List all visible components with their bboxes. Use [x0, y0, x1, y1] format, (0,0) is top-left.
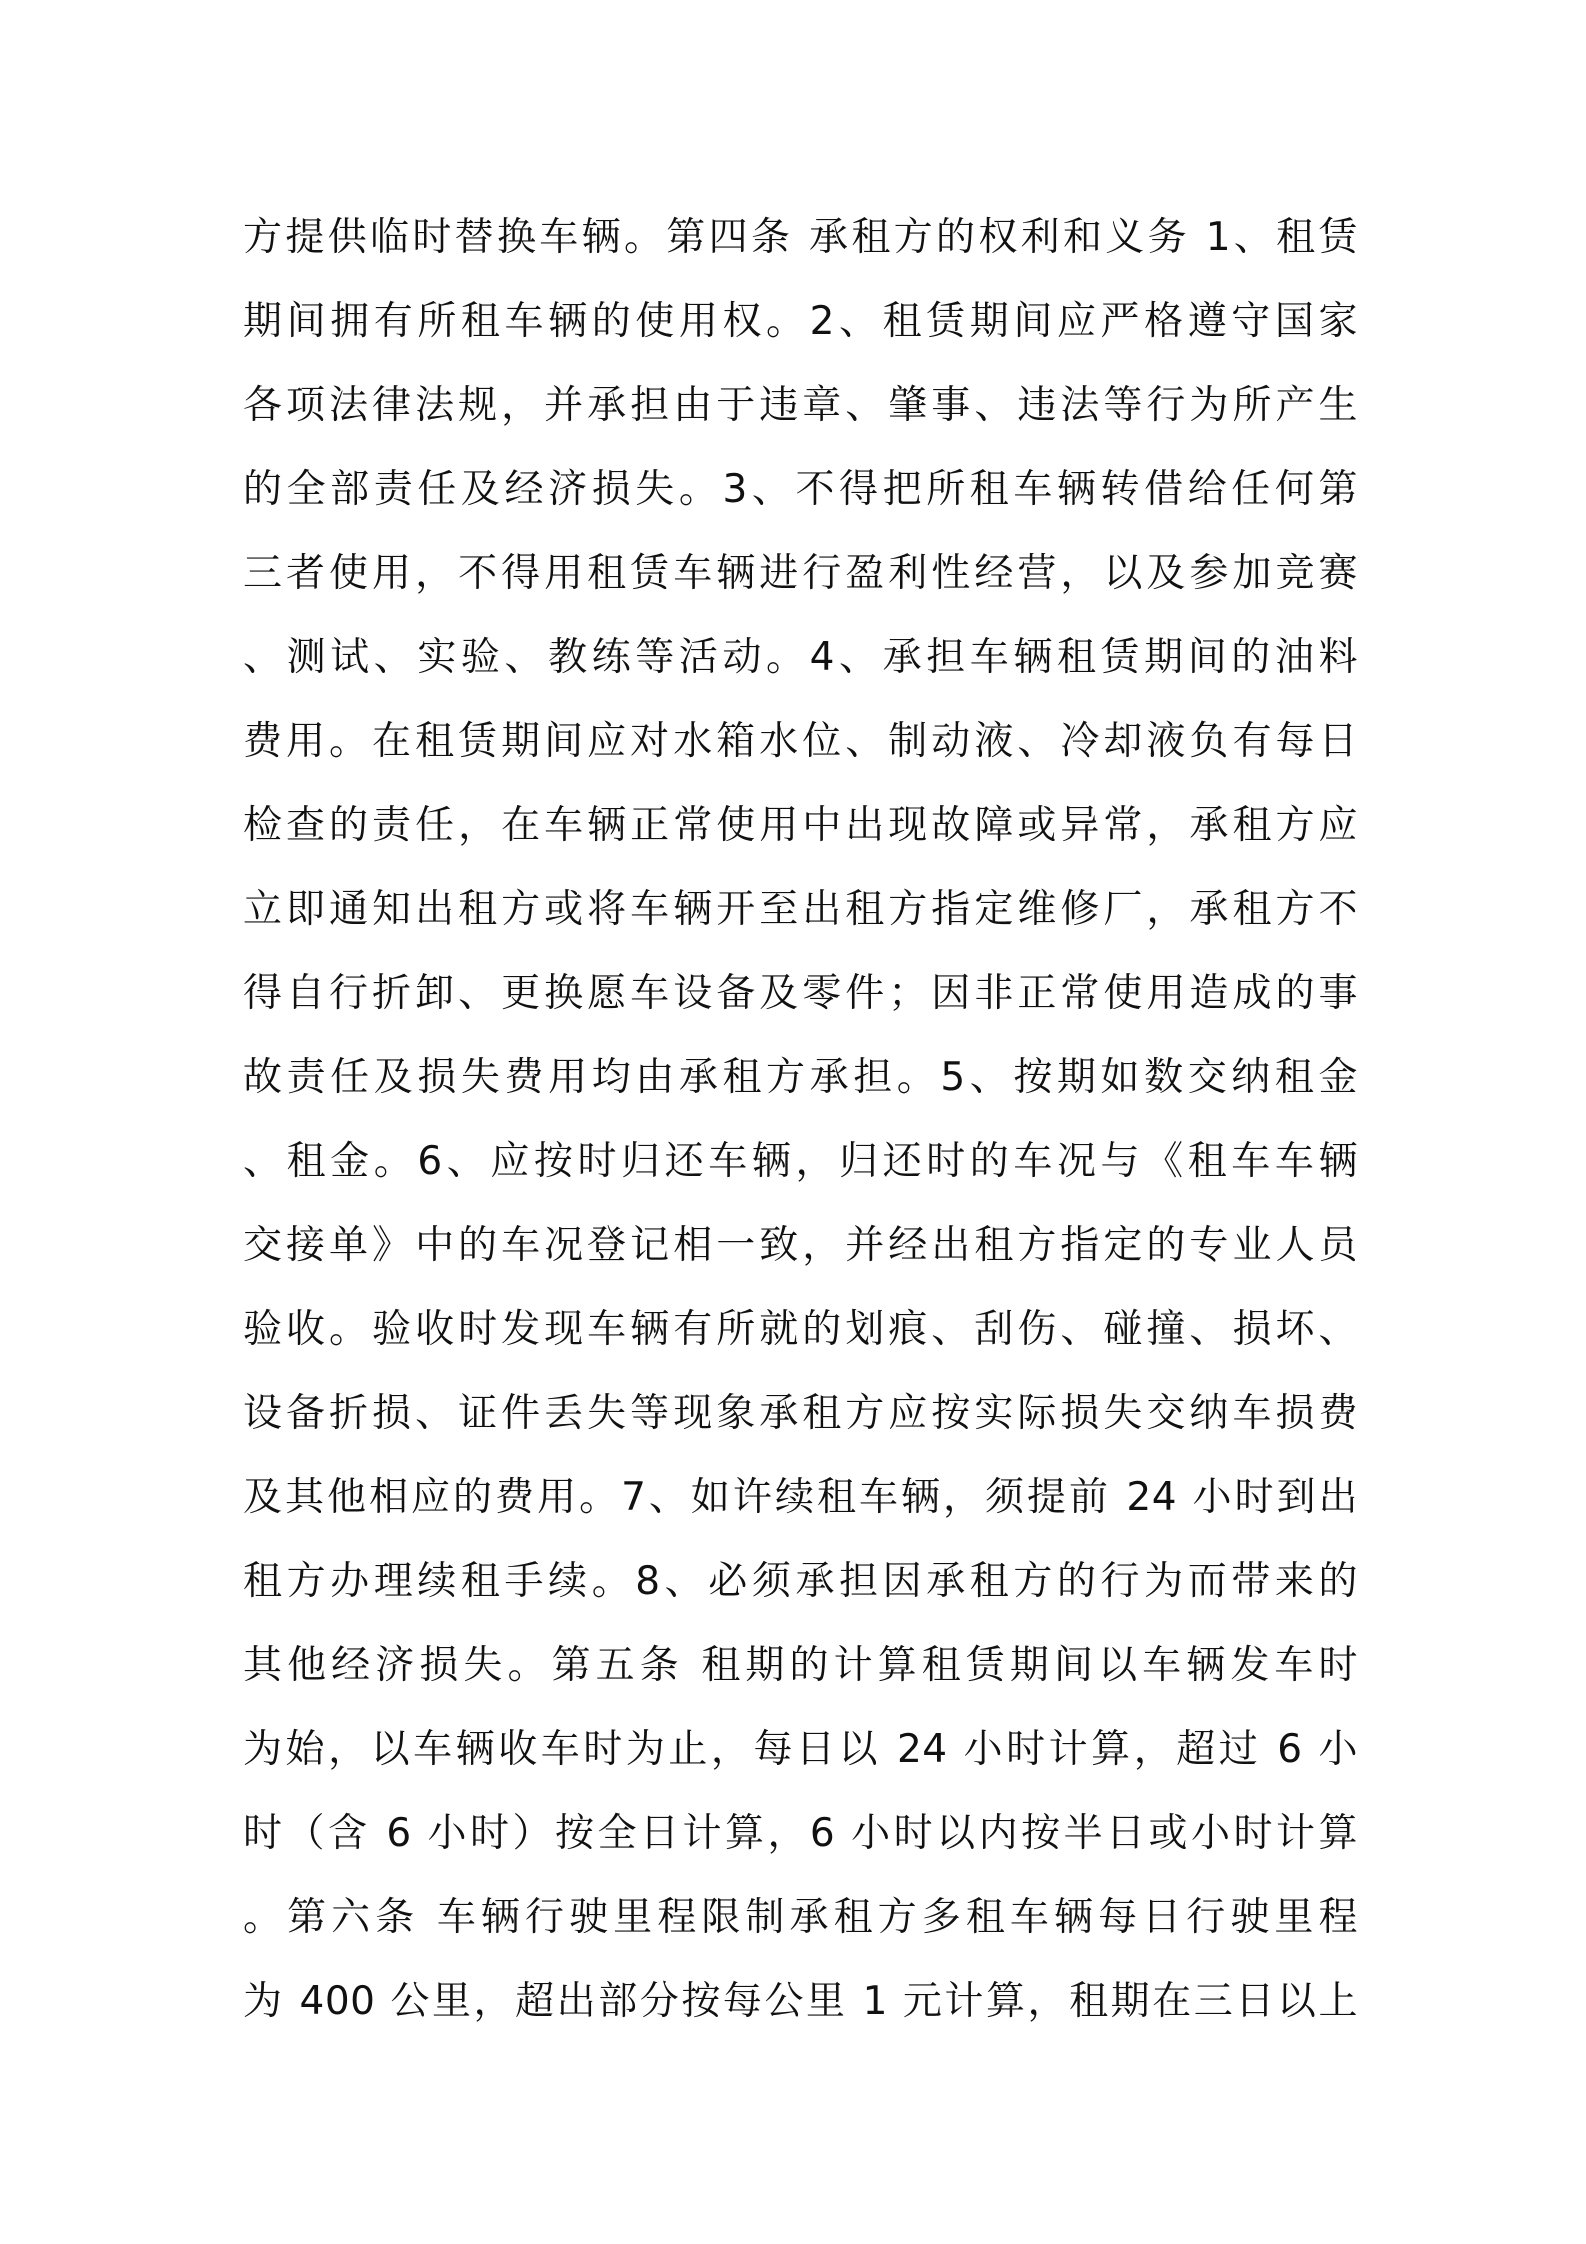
body-text	[243, 196, 1358, 2044]
text-line: 验收。验收时发现车辆有所就的划痕、刮伤、碰撞、损坏、	[243, 1307, 1358, 1352]
text-line: 三者使用，不得用租赁车辆进行盈利性经营，以及参加竞赛	[243, 551, 1358, 596]
text-line: 、租金。6、应按时归还车辆，归还时的车况与《租车车辆	[243, 1139, 1358, 1184]
text-line: 时（含 6 小时）按全日计算，6 小时以内按半日或小时计算	[243, 1811, 1358, 1856]
text-line: 故责任及损失费用均由承租方承担。5、按期如数交纳租金	[243, 1055, 1358, 1100]
text-line: 租方办理续租手续。8、必须承担因承租方的行为而带来的	[243, 1559, 1358, 1604]
text-line: 为 400 公里，超出部分按每公里 1 元计算，租期在三日以上	[243, 1979, 1358, 2024]
text-line: 立即通知出租方或将车辆开至出租方指定维修厂，承租方不	[243, 887, 1358, 932]
text-line: 。第六条 车辆行驶里程限制承租方多租车辆每日行驶里程	[243, 1895, 1358, 1940]
text-line: 期间拥有所租车辆的使用权。2、租赁期间应严格遵守国家	[243, 299, 1358, 344]
text-line: 费用。在租赁期间应对水箱水位、制动液、冷却液负有每日	[243, 719, 1358, 764]
text-line: 得自行折卸、更换愿车设备及零件；因非正常使用造成的事	[243, 971, 1358, 1016]
text-line: 方提供临时替换车辆。第四条 承租方的权利和义务 1、租赁	[243, 215, 1358, 260]
text-line: 及其他相应的费用。7、如许续租车辆，须提前 24 小时到出	[243, 1475, 1358, 1520]
text-line: 各项法律法规，并承担由于违章、肇事、违法等行为所产生	[243, 383, 1358, 428]
text-line: 交接单》中的车况登记相一致，并经出租方指定的专业人员	[243, 1223, 1358, 1268]
text-line: 其他经济损失。第五条 租期的计算租赁期间以车辆发车时	[243, 1643, 1358, 1688]
text-line: 、测试、实验、教练等活动。4、承担车辆租赁期间的油料	[243, 635, 1358, 680]
text-line: 为始，以车辆收车时为止，每日以 24 小时计算，超过 6 小	[243, 1727, 1358, 1772]
text-line: 的全部责任及经济损失。3、不得把所租车辆转借给任何第	[243, 467, 1358, 512]
text-line: 检查的责任，在车辆正常使用中出现故障或异常，承租方应	[243, 803, 1358, 848]
text-line: 设备折损、证件丢失等现象承租方应按实际损失交纳车损费	[243, 1391, 1358, 1436]
